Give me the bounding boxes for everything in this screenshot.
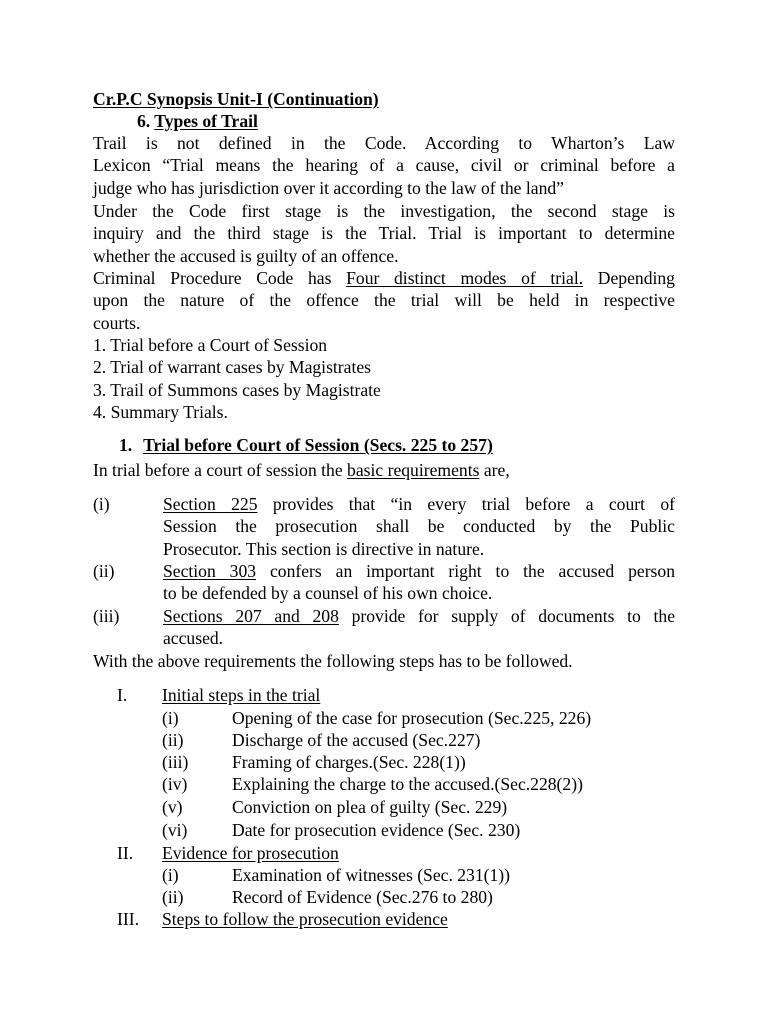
requirement-line <box>163 605 675 627</box>
step-sub-label: (v) <box>162 797 183 817</box>
requirement-line: Prosecutor. This section is directive in nature. <box>163 538 485 559</box>
step-sub-text: Framing of charges.(Sec. 228(1)) <box>232 752 466 772</box>
modes-list <box>93 334 675 424</box>
step-sub-text: Record of Evidence (Sec.276 to 280) <box>232 887 493 907</box>
requirements-intro <box>93 459 675 481</box>
document-title: Cr.P.C Synopsis Unit-I (Continuation) <box>93 89 379 109</box>
requirement-text <box>163 560 675 605</box>
requirement-text <box>163 605 675 650</box>
paragraph-line <box>93 459 675 481</box>
modes-paragraph <box>93 267 675 334</box>
section-reference: Section 303 <box>163 561 257 581</box>
step-title <box>162 842 339 864</box>
requirement-line: Session the prosecution shall be conducted by the Public <box>163 516 675 537</box>
paragraph-line: inquiry and the third stage is the Trial. Trial is important to determine <box>93 223 675 244</box>
step-sub-label: (ii) <box>162 887 184 907</box>
paragraph-line: Under the Code first stage is the investigation, the second stage is <box>93 201 675 221</box>
step-sub-label: (ii) <box>162 730 184 750</box>
step-heading <box>117 908 139 930</box>
section-reference: Section 225 <box>163 494 258 514</box>
subheading <box>119 434 493 456</box>
requirement-label: (ii) <box>93 561 115 581</box>
step-title-text: Initial steps in the trial <box>162 685 321 705</box>
paragraph-line: Trail is not defined in the Code. According to Wharton’s Law <box>93 133 675 153</box>
requirement-line <box>163 493 675 515</box>
step-title-text: Evidence for prosecution <box>162 843 339 863</box>
step-heading <box>117 684 127 706</box>
paragraph-line: With the above requirements the following steps has to be followed. <box>93 651 573 671</box>
section-heading-text: Types of Trail <box>154 111 258 131</box>
requirement-rest: provide for supply of documents to the <box>338 606 675 626</box>
list-item: 2. Trial of warrant cases by Magistrates <box>93 357 372 378</box>
step-roman: II. <box>117 843 134 863</box>
step-sub-label: (i) <box>162 708 179 728</box>
paragraph-line: upon the nature of the offence the trial will be held in respective <box>93 290 675 311</box>
list-item: 1. Trial before a Court of Session <box>93 335 328 355</box>
step-sub-text: Conviction on plea of guilty (Sec. 229) <box>232 797 508 817</box>
subheading-number: 1. <box>119 435 133 455</box>
step-sub-label: (vi) <box>162 820 188 840</box>
requirement-line: accused. <box>163 628 224 649</box>
requirement-text <box>163 493 675 560</box>
intro-paragraph <box>93 132 675 199</box>
paragraph-line: judge who has jurisdiction over it according to the law of the land” <box>93 177 564 198</box>
step-sub-label: (iii) <box>162 752 189 772</box>
section-heading-number: 6. <box>137 111 151 131</box>
step-sub-text: Examination of witnesses (Sec. 231(1)) <box>232 865 511 885</box>
step-heading <box>117 842 133 864</box>
requirements-suffix: are, <box>479 460 510 480</box>
step-roman: III. <box>117 909 139 929</box>
modes-prefix: Criminal Procedure Code has <box>93 268 347 288</box>
step-title <box>162 684 320 706</box>
requirement-rest: confers an important right to the accused person <box>256 561 676 581</box>
requirements-emphasis: basic requirements <box>347 460 480 480</box>
modes-suffix: Depending <box>583 268 675 288</box>
section-heading <box>137 110 258 132</box>
paragraph-line <box>93 267 675 289</box>
step-sub-text: Explaining the charge to the accused.(Sec.228(2)) <box>232 774 583 794</box>
section-reference: Sections 207 and 208 <box>163 606 339 626</box>
paragraph-line: whether the accused is guilty of an offence. <box>93 245 399 266</box>
list-item: 4. Summary Trials. <box>93 402 228 423</box>
step-sub-text: Opening of the case for prosecution (Sec.225, 226) <box>232 708 592 728</box>
step-sub-label: (i) <box>162 865 179 885</box>
list-item: 3. Trail of Summons cases by Magistrate <box>93 379 381 400</box>
requirements-prefix: In trial before a court of session the <box>93 460 348 480</box>
step-title-text: Steps to follow the prosecution evidence <box>162 909 448 929</box>
step-sub-label: (iv) <box>162 774 188 794</box>
paragraph-line: courts. <box>93 312 141 333</box>
requirement-line <box>163 560 675 582</box>
step-title <box>162 908 448 930</box>
modes-emphasis: Four distinct modes of trial. <box>346 268 584 288</box>
step-sub-text: Date for prosecution evidence (Sec. 230) <box>232 820 521 840</box>
subheading-text: Trial before Court of Session (Secs. 225 to 257) <box>143 435 493 455</box>
paragraph-line: Lexicon “Trial means the hearing of a cause, civil or criminal before a <box>93 155 675 176</box>
step-roman: I. <box>117 685 128 705</box>
requirement-line: to be defended by a counsel of his own choice. <box>163 583 493 604</box>
requirement-label: (i) <box>93 494 110 514</box>
step-sub-text: Discharge of the accused (Sec.227) <box>232 730 481 750</box>
requirement-rest: provides that “in every trial before a court of <box>257 494 676 514</box>
stages-paragraph <box>93 200 675 267</box>
steps-intro <box>93 650 675 672</box>
requirement-label: (iii) <box>93 606 120 626</box>
